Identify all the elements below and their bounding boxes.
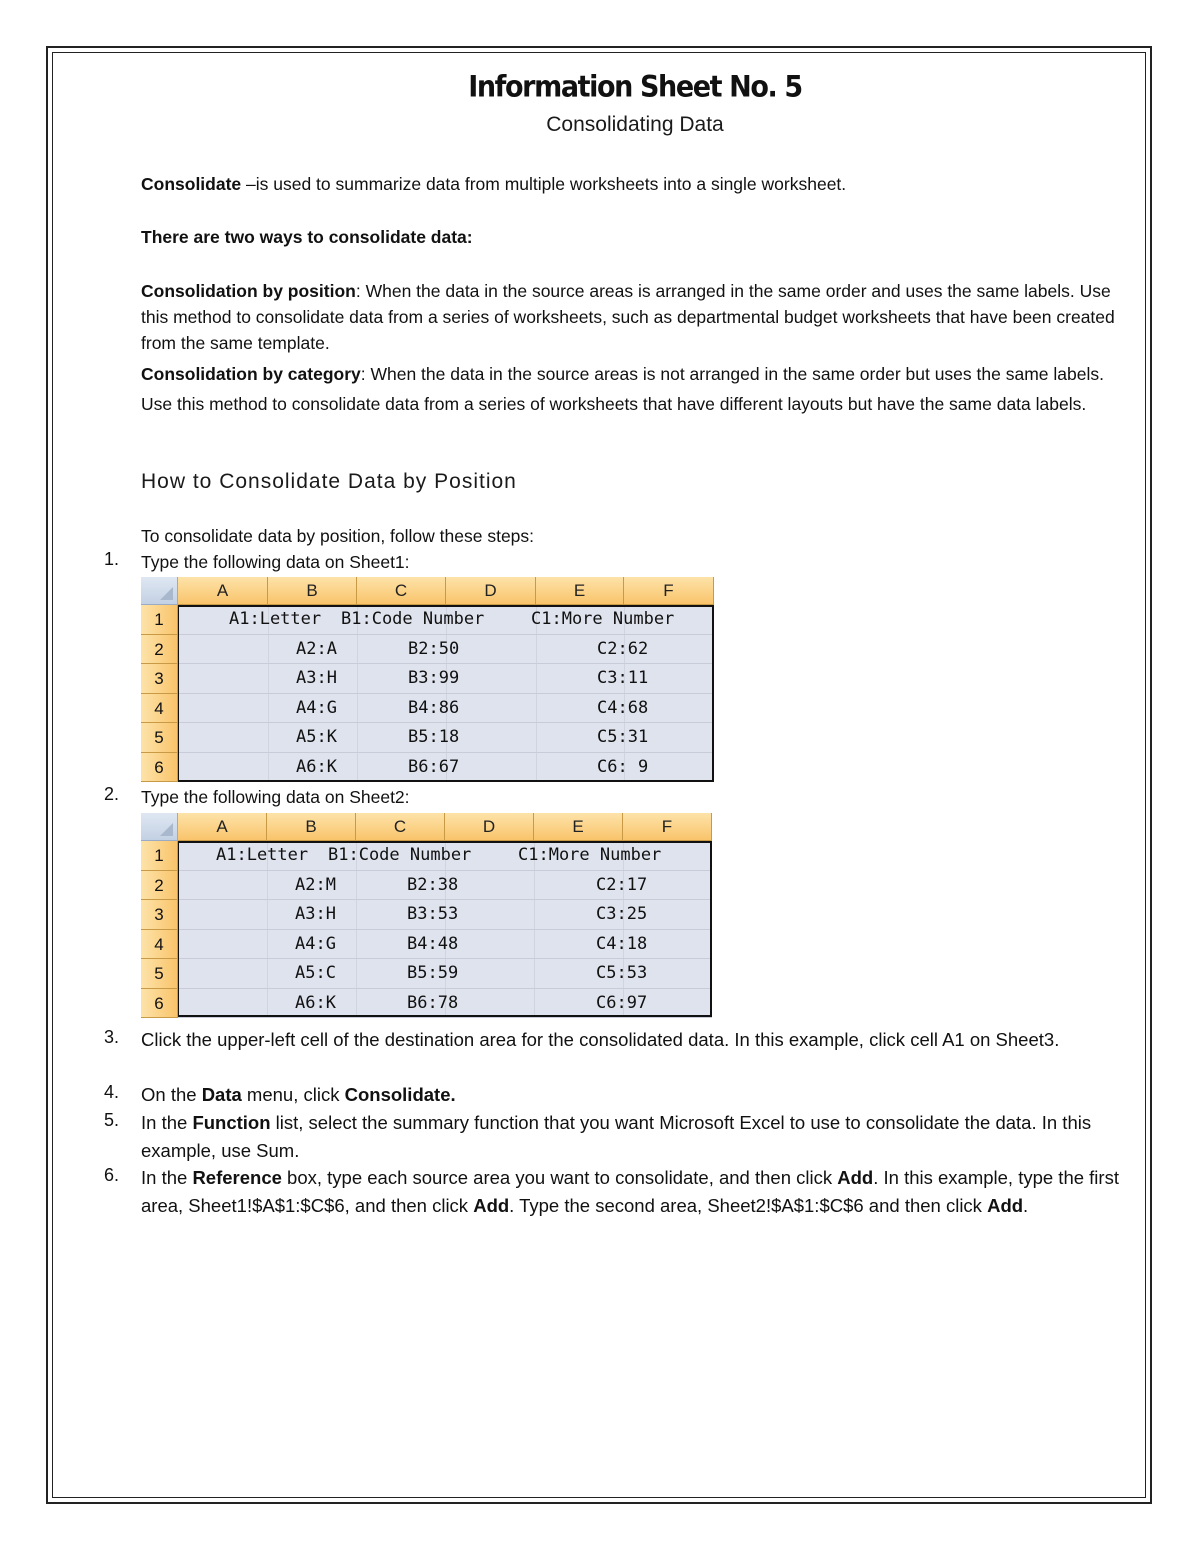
- cell-b[interactable]: B4:86: [408, 697, 460, 718]
- gridline: [357, 635, 358, 664]
- cell-b[interactable]: B3:53: [407, 904, 459, 924]
- row-header[interactable]: 2: [141, 871, 178, 901]
- row-cells[interactable]: [178, 635, 714, 665]
- cell-a[interactable]: A2:M: [295, 874, 336, 895]
- step-5-pre: In the: [141, 1112, 193, 1133]
- column-header-f[interactable]: F: [623, 813, 712, 841]
- sheet-row: [141, 635, 714, 665]
- gridline: [268, 753, 269, 782]
- step-6-t1: box, type each source area you want to consolidate, and then click: [281, 1167, 838, 1188]
- cell-c[interactable]: C6: 9: [597, 756, 649, 777]
- row-cells[interactable]: [178, 694, 714, 724]
- cell-b[interactable]: B6:67: [408, 756, 460, 777]
- gridline: [534, 959, 535, 988]
- column-header-a[interactable]: A: [178, 577, 268, 605]
- by-category-paragraph: [141, 360, 1121, 419]
- step-5-text: [141, 1109, 1121, 1164]
- row-cells[interactable]: [178, 753, 714, 783]
- cell-c[interactable]: C2:17: [596, 874, 648, 895]
- sheet-row: [141, 723, 714, 753]
- column-header-b[interactable]: B: [267, 813, 356, 841]
- consolidate-term: Consolidate: [141, 174, 242, 194]
- gridline: [536, 635, 537, 664]
- row-header[interactable]: 6: [141, 753, 178, 783]
- step-6-t2: . In this example, type the first area, Sheet1!$A$1:$C$6, and then click: [141, 1167, 1119, 1216]
- cell-b[interactable]: B2:50: [408, 638, 460, 659]
- gridline: [356, 989, 357, 1018]
- row-header[interactable]: 4: [141, 694, 178, 724]
- row-cells[interactable]: [178, 930, 712, 960]
- row-header[interactable]: 1: [141, 605, 178, 635]
- gridline: [356, 930, 357, 959]
- step-6-t3: . Type the second area, Sheet2!$A$1:$C$6 and then click: [509, 1194, 988, 1216]
- step-3-text: Click the upper-left cell of the destination area for the consolidated data. In this example, click cell A1 on Sheet3.: [141, 1029, 1060, 1050]
- column-header-row: [141, 577, 714, 605]
- cell-b[interactable]: B2:38: [407, 874, 459, 895]
- page-subtitle: Consolidating Data: [546, 113, 724, 136]
- cell-a[interactable]: A1:Letter: [216, 845, 309, 865]
- gridline: [268, 723, 269, 752]
- step-4-number: 4.: [104, 1082, 120, 1102]
- sheet-row: [141, 841, 712, 871]
- cell-b[interactable]: B6:78: [407, 992, 459, 1013]
- step-6-number: 6.: [104, 1165, 120, 1185]
- step-6-add-1: Add: [837, 1167, 874, 1188]
- column-header-f[interactable]: F: [624, 577, 714, 605]
- cell-a[interactable]: A5:C: [295, 963, 336, 983]
- sheet-row: [141, 694, 714, 724]
- cell-a[interactable]: A6:K: [295, 992, 336, 1013]
- row-cells[interactable]: [178, 605, 714, 635]
- row-header[interactable]: 5: [141, 723, 178, 753]
- column-header-c[interactable]: C: [357, 577, 446, 605]
- select-all-corner[interactable]: [141, 577, 178, 605]
- gridline: [267, 871, 268, 900]
- cell-a[interactable]: A3:H: [296, 668, 337, 688]
- sheet-row: [141, 959, 712, 989]
- column-header-row: [141, 813, 712, 841]
- consolidate-definition: [141, 171, 1121, 197]
- step-5-number: 5.: [104, 1110, 120, 1130]
- step-6-reference: Reference: [192, 1167, 282, 1188]
- sheet-row: [141, 871, 712, 901]
- cell-c[interactable]: C5:53: [596, 963, 648, 983]
- gridline: [534, 900, 535, 929]
- gridline: [267, 959, 268, 988]
- page-title: Information Sheet No. 5: [468, 70, 802, 105]
- row-cells[interactable]: [178, 723, 714, 753]
- row-header[interactable]: 3: [141, 900, 178, 930]
- gridline: [267, 930, 268, 959]
- gridline: [268, 694, 269, 723]
- consolidate-def: –is used to summarize data from multiple worksheets into a single worksheet.: [241, 174, 847, 194]
- section-lead: To consolidate data by position, follow these steps:: [141, 526, 535, 546]
- gridline: [268, 635, 269, 664]
- row-header[interactable]: 4: [141, 930, 178, 960]
- cell-c[interactable]: C5:31: [597, 727, 649, 747]
- step-1-number: 1.: [104, 549, 120, 569]
- cell-a[interactable]: A1:Letter: [229, 609, 322, 629]
- gridline: [357, 694, 358, 723]
- cell-c[interactable]: C3:25: [596, 904, 648, 924]
- gridline: [356, 959, 357, 988]
- column-header-d[interactable]: D: [446, 577, 536, 605]
- row-cells[interactable]: [178, 989, 712, 1019]
- sheet-row: [141, 753, 714, 783]
- sheet-row: [141, 989, 712, 1019]
- cell-c[interactable]: C1:More Number: [531, 609, 675, 629]
- gridline: [536, 723, 537, 752]
- cell-a[interactable]: A4:G: [295, 933, 336, 954]
- section-heading: How to Consolidate Data by Position: [141, 470, 517, 493]
- step-4-data-menu: Data: [201, 1084, 242, 1105]
- row-cells[interactable]: [178, 664, 714, 694]
- by-position-def: : When the data in the source areas is arranged in the same order and uses the same labels. Use this method to consolidate data from a series of worksheets, such as departmental budget worksheets that have been created from the same template.: [141, 281, 1115, 353]
- cell-b[interactable]: B4:48: [407, 933, 459, 954]
- row-header[interactable]: 1: [141, 841, 178, 871]
- cell-b[interactable]: B5:59: [407, 963, 459, 983]
- step-6-add-3: Add: [987, 1194, 1024, 1216]
- gridline: [536, 664, 537, 693]
- by-category-term: Consolidation by category: [141, 364, 361, 384]
- select-all-corner[interactable]: [141, 813, 178, 841]
- step-6-add-2: Add: [473, 1194, 510, 1216]
- step-4-pre: On the: [141, 1084, 202, 1105]
- step-6-text: [141, 1164, 1121, 1219]
- spreadsheet-sheet2: [141, 813, 712, 1017]
- row-cells[interactable]: [178, 841, 712, 871]
- row-cells[interactable]: [178, 900, 712, 930]
- row-cells[interactable]: [178, 959, 712, 989]
- row-header[interactable]: 6: [141, 989, 178, 1019]
- cell-b[interactable]: B1:Code Number: [328, 845, 472, 865]
- cell-a[interactable]: A4:G: [296, 697, 337, 718]
- gridline: [357, 664, 358, 693]
- gridline: [534, 989, 535, 1018]
- step-2-number: 2.: [104, 784, 120, 804]
- column-header-c[interactable]: C: [356, 813, 445, 841]
- cell-b[interactable]: B3:99: [408, 668, 460, 688]
- sheet-row: [141, 664, 714, 694]
- column-header-d[interactable]: D: [445, 813, 534, 841]
- gridline: [356, 871, 357, 900]
- gridline: [356, 900, 357, 929]
- column-header-e[interactable]: E: [534, 813, 623, 841]
- row-cells[interactable]: [178, 871, 712, 901]
- by-position-paragraph: [141, 278, 1121, 356]
- step-3-number: 3.: [104, 1027, 120, 1047]
- cell-c[interactable]: C4:18: [596, 933, 648, 954]
- cell-a[interactable]: A3:H: [295, 904, 336, 924]
- sheet-row: [141, 930, 712, 960]
- gridline: [534, 871, 535, 900]
- step-6-t4: .: [1023, 1194, 1029, 1216]
- row-header[interactable]: 5: [141, 959, 178, 989]
- cell-c[interactable]: C3:11: [597, 668, 649, 688]
- by-position-term: Consolidation by position: [141, 281, 356, 301]
- gridline: [357, 753, 358, 782]
- sheet-row: [141, 900, 712, 930]
- cell-c[interactable]: C2:62: [597, 638, 649, 659]
- spreadsheet-sheet1: [141, 577, 714, 782]
- gridline: [536, 694, 537, 723]
- step-4-mid: menu, click: [241, 1084, 345, 1105]
- step-6-pre: In the: [141, 1167, 193, 1188]
- sheet-row: [141, 605, 714, 635]
- cell-a[interactable]: A6:K: [296, 756, 337, 777]
- cell-b[interactable]: B1:Code Number: [341, 609, 485, 629]
- step-2-text: Type the following data on Sheet2:: [141, 787, 410, 807]
- column-header-b[interactable]: B: [268, 577, 357, 605]
- gridline: [536, 753, 537, 782]
- column-header-e[interactable]: E: [536, 577, 624, 605]
- cell-a[interactable]: A2:A: [296, 638, 337, 659]
- gridline: [267, 900, 268, 929]
- step-4-text: [141, 1081, 1121, 1109]
- gridline: [357, 723, 358, 752]
- step-5-function: Function: [192, 1112, 271, 1133]
- gridline: [267, 989, 268, 1018]
- row-header[interactable]: 3: [141, 664, 178, 694]
- gridline: [534, 930, 535, 959]
- step-5-post: list, select the summary function that you want Microsoft Excel to use to consolidate the data. In this example, use Sum.: [141, 1112, 1092, 1161]
- cell-c[interactable]: C4:68: [597, 697, 649, 718]
- gridline: [268, 664, 269, 693]
- cell-b[interactable]: B5:18: [408, 727, 460, 747]
- two-ways-line: [141, 224, 1121, 250]
- cell-c[interactable]: C6:97: [596, 992, 648, 1013]
- row-header[interactable]: 2: [141, 635, 178, 665]
- cell-a[interactable]: A5:K: [296, 727, 337, 747]
- cell-c[interactable]: C1:More Number: [518, 845, 662, 865]
- column-header-a[interactable]: A: [178, 813, 267, 841]
- step-4-consolidate: Consolidate.: [344, 1084, 456, 1105]
- two-ways-text: There are two ways to consolidate data:: [141, 227, 473, 247]
- by-category-def: : When the data in the source areas is not arranged in the same order but uses the same labels. Use this method to consolidate data from a series of worksheets that have different layouts but have the same data labels.: [141, 364, 1104, 414]
- step-1-text: Type the following data on Sheet1:: [141, 552, 410, 572]
